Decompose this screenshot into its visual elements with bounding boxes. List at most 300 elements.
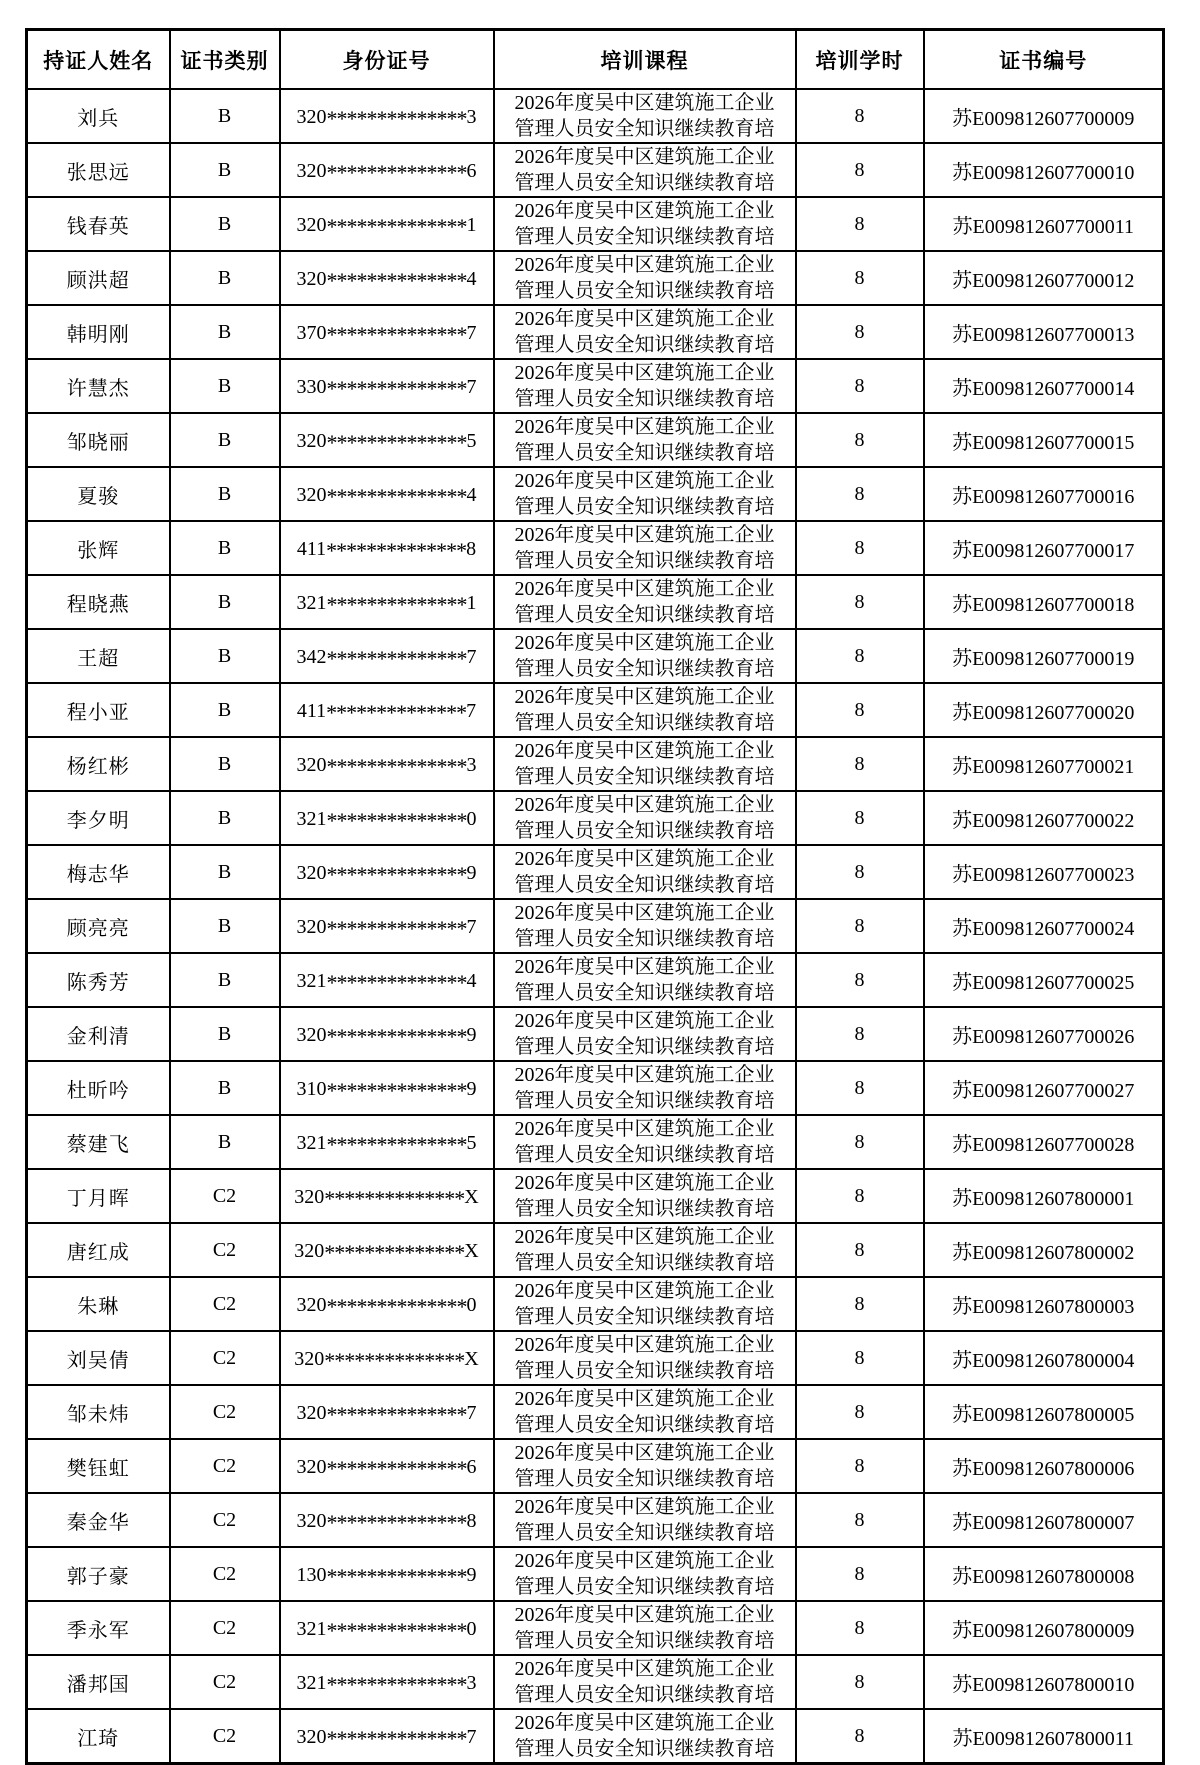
id-number-cell: 320**************7: [280, 1385, 494, 1439]
id-number-cell: 320**************6: [280, 1439, 494, 1493]
holder-name-cell: 杜昕吟: [27, 1061, 170, 1115]
course-line-1: 2026年度吴中区建筑施工企业: [514, 416, 775, 438]
cert-type-cell: B: [170, 683, 280, 737]
table-row: [27, 1169, 1164, 1223]
course-line-1: 2026年度吴中区建筑施工企业: [514, 362, 775, 384]
holder-name-cell: 夏骏: [27, 467, 170, 521]
course-cell: [494, 413, 796, 467]
id-number-cell: 321**************4: [280, 953, 494, 1007]
cert-number-cell: 苏E009812607800011: [924, 1709, 1164, 1764]
table-row: [27, 1115, 1164, 1169]
course-line-2: 管理人员安全知识继续教育培: [514, 172, 775, 194]
id-number-cell: 342**************7: [280, 629, 494, 683]
course-cell: [494, 1601, 796, 1655]
cert-number-cell: 苏E009812607700016: [924, 467, 1164, 521]
id-number-cell: 370**************7: [280, 305, 494, 359]
cert-type-cell: B: [170, 197, 280, 251]
course-line-1: 2026年度吴中区建筑施工企业: [514, 1604, 775, 1626]
cert-number-cell: 苏E009812607700025: [924, 953, 1164, 1007]
table-row: [27, 683, 1164, 737]
holder-name-cell: 蔡建飞: [27, 1115, 170, 1169]
hours-cell: 8: [796, 1493, 924, 1547]
hours-cell: 8: [796, 845, 924, 899]
course-cell: [494, 197, 796, 251]
cert-type-cell: C2: [170, 1655, 280, 1709]
masked-digits: **************: [326, 1077, 467, 1103]
cert-number-cell: 苏E009812607700011: [924, 197, 1164, 251]
course-cell: [494, 1331, 796, 1385]
course-line-2: 管理人员安全知识继续教育培: [514, 334, 775, 356]
course-cell: [494, 899, 796, 953]
cert-type-cell: B: [170, 899, 280, 953]
table-row: [27, 1331, 1164, 1385]
cert-type-cell: B: [170, 575, 280, 629]
hours-cell: 8: [796, 1655, 924, 1709]
table-row: [27, 1385, 1164, 1439]
holder-name-cell: 许慧杰: [27, 359, 170, 413]
column-header-id-number: 身份证号: [280, 30, 494, 90]
column-header-hours: 培训学时: [796, 30, 924, 90]
holder-name-cell: 郭子豪: [27, 1547, 170, 1601]
cert-type-cell: B: [170, 845, 280, 899]
course-cell: [494, 629, 796, 683]
hours-cell: 8: [796, 1169, 924, 1223]
course-cell: [494, 1277, 796, 1331]
id-number-cell: 320**************7: [280, 1709, 494, 1764]
hours-cell: 8: [796, 89, 924, 143]
course-line-1: 2026年度吴中区建筑施工企业: [514, 632, 775, 654]
column-header-cert-type: 证书类别: [170, 30, 280, 90]
cert-type-cell: B: [170, 359, 280, 413]
course-cell: [494, 791, 796, 845]
course-line-1: 2026年度吴中区建筑施工企业: [514, 1064, 775, 1086]
course-line-2: 管理人员安全知识继续教育培: [514, 1738, 775, 1760]
hours-cell: 8: [796, 197, 924, 251]
cert-type-cell: B: [170, 143, 280, 197]
course-line-2: 管理人员安全知识继续教育培: [514, 928, 775, 950]
course-line-2: 管理人员安全知识继续教育培: [514, 1468, 775, 1490]
holder-name-cell: 江琦: [27, 1709, 170, 1764]
course-line-1: 2026年度吴中区建筑施工企业: [514, 470, 775, 492]
course-line-1: 2026年度吴中区建筑施工企业: [514, 1118, 775, 1140]
id-number-cell: 330**************7: [280, 359, 494, 413]
masked-digits: **************: [326, 591, 467, 617]
table-row: [27, 791, 1164, 845]
table-row: [27, 899, 1164, 953]
cert-type-cell: C2: [170, 1223, 280, 1277]
course-cell: [494, 305, 796, 359]
id-number-cell: 320**************X: [280, 1223, 494, 1277]
course-line-2: 管理人员安全知识继续教育培: [514, 226, 775, 248]
cert-type-cell: B: [170, 953, 280, 1007]
masked-digits: **************: [326, 1725, 467, 1751]
id-number-cell: 320**************4: [280, 251, 494, 305]
course-line-2: 管理人员安全知识继续教育培: [514, 604, 775, 626]
id-number-cell: 320**************3: [280, 737, 494, 791]
id-number-cell: 411**************7: [280, 683, 494, 737]
masked-digits: **************: [326, 1455, 467, 1481]
course-line-1: 2026年度吴中区建筑施工企业: [514, 848, 775, 870]
cert-type-cell: C2: [170, 1493, 280, 1547]
column-header-holder-name: 持证人姓名: [27, 30, 170, 90]
table-row: [27, 359, 1164, 413]
cert-type-cell: B: [170, 251, 280, 305]
course-line-1: 2026年度吴中区建筑施工企业: [514, 1712, 775, 1734]
cert-type-cell: B: [170, 1061, 280, 1115]
holder-name-cell: 王超: [27, 629, 170, 683]
holder-name-cell: 李夕明: [27, 791, 170, 845]
hours-cell: 8: [796, 1277, 924, 1331]
course-cell: [494, 1709, 796, 1764]
masked-digits: **************: [326, 753, 467, 779]
id-number-cell: 320**************7: [280, 899, 494, 953]
cert-type-cell: C2: [170, 1169, 280, 1223]
cert-type-cell: B: [170, 629, 280, 683]
id-number-cell: 321**************3: [280, 1655, 494, 1709]
table-row: [27, 1547, 1164, 1601]
holder-name-cell: 丁月晖: [27, 1169, 170, 1223]
course-line-1: 2026年度吴中区建筑施工企业: [514, 1226, 775, 1248]
hours-cell: 8: [796, 251, 924, 305]
cert-number-cell: 苏E009812607800010: [924, 1655, 1164, 1709]
id-number-cell: 320**************8: [280, 1493, 494, 1547]
holder-name-cell: 韩明刚: [27, 305, 170, 359]
id-number-cell: 320**************4: [280, 467, 494, 521]
id-number-cell: 320**************X: [280, 1169, 494, 1223]
masked-digits: **************: [324, 1185, 465, 1211]
course-line-1: 2026年度吴中区建筑施工企业: [514, 1496, 775, 1518]
course-line-2: 管理人员安全知识继续教育培: [514, 766, 775, 788]
hours-cell: 8: [796, 1115, 924, 1169]
course-line-1: 2026年度吴中区建筑施工企业: [514, 200, 775, 222]
id-number-cell: 320**************1: [280, 197, 494, 251]
course-line-1: 2026年度吴中区建筑施工企业: [514, 1658, 775, 1680]
masked-digits: **************: [326, 105, 467, 131]
course-cell: [494, 251, 796, 305]
cert-number-cell: 苏E009812607700027: [924, 1061, 1164, 1115]
course-cell: [494, 845, 796, 899]
masked-digits: **************: [324, 1347, 465, 1373]
course-line-2: 管理人员安全知识继续教育培: [514, 280, 775, 302]
holder-name-cell: 季永军: [27, 1601, 170, 1655]
hours-cell: 8: [796, 953, 924, 1007]
masked-digits: **************: [326, 321, 467, 347]
table-row: [27, 1439, 1164, 1493]
course-line-2: 管理人员安全知识继续教育培: [514, 982, 775, 1004]
cert-type-cell: C2: [170, 1601, 280, 1655]
course-line-2: 管理人员安全知识继续教育培: [514, 1360, 775, 1382]
cert-number-cell: 苏E009812607700010: [924, 143, 1164, 197]
cert-number-cell: 苏E009812607700026: [924, 1007, 1164, 1061]
masked-digits: **************: [326, 1671, 467, 1697]
masked-digits: **************: [326, 1131, 467, 1157]
header-row: [27, 30, 1164, 90]
cert-number-cell: 苏E009812607800002: [924, 1223, 1164, 1277]
cert-type-cell: B: [170, 467, 280, 521]
course-line-2: 管理人员安全知识继续教育培: [514, 712, 775, 734]
course-cell: [494, 467, 796, 521]
hours-cell: 8: [796, 629, 924, 683]
hours-cell: 8: [796, 521, 924, 575]
cert-number-cell: 苏E009812607700014: [924, 359, 1164, 413]
course-line-1: 2026年度吴中区建筑施工企业: [514, 1280, 775, 1302]
cert-number-cell: 苏E009812607700009: [924, 89, 1164, 143]
cert-number-cell: 苏E009812607800003: [924, 1277, 1164, 1331]
hours-cell: 8: [796, 143, 924, 197]
masked-digits: **************: [326, 699, 467, 725]
certificate-table: [25, 28, 1165, 1765]
cert-type-cell: B: [170, 1115, 280, 1169]
cert-number-cell: 苏E009812607700024: [924, 899, 1164, 953]
masked-digits: **************: [326, 1617, 467, 1643]
holder-name-cell: 顾洪超: [27, 251, 170, 305]
column-header-course: 培训课程: [494, 30, 796, 90]
hours-cell: 8: [796, 899, 924, 953]
masked-digits: **************: [324, 1239, 465, 1265]
hours-cell: 8: [796, 1385, 924, 1439]
holder-name-cell: 张辉: [27, 521, 170, 575]
id-number-cell: 320**************3: [280, 89, 494, 143]
masked-digits: **************: [326, 483, 467, 509]
cert-number-cell: 苏E009812607700012: [924, 251, 1164, 305]
course-line-2: 管理人员安全知识继续教育培: [514, 658, 775, 680]
table-row: [27, 467, 1164, 521]
hours-cell: 8: [796, 1007, 924, 1061]
cert-number-cell: 苏E009812607700023: [924, 845, 1164, 899]
hours-cell: 8: [796, 791, 924, 845]
holder-name-cell: 程小亚: [27, 683, 170, 737]
cert-type-cell: C2: [170, 1709, 280, 1764]
holder-name-cell: 邹未炜: [27, 1385, 170, 1439]
id-number-cell: 321**************1: [280, 575, 494, 629]
course-line-1: 2026年度吴中区建筑施工企业: [514, 794, 775, 816]
course-line-2: 管理人员安全知识继续教育培: [514, 1414, 775, 1436]
masked-digits: **************: [326, 159, 467, 185]
course-line-1: 2026年度吴中区建筑施工企业: [514, 524, 775, 546]
course-line-1: 2026年度吴中区建筑施工企业: [514, 686, 775, 708]
masked-digits: **************: [326, 1509, 467, 1535]
hours-cell: 8: [796, 1601, 924, 1655]
hours-cell: 8: [796, 467, 924, 521]
masked-digits: **************: [326, 861, 467, 887]
table-row: [27, 143, 1164, 197]
course-line-1: 2026年度吴中区建筑施工企业: [514, 1550, 775, 1572]
hours-cell: 8: [796, 737, 924, 791]
id-number-cell: 321**************0: [280, 791, 494, 845]
table-row: [27, 1061, 1164, 1115]
course-line-1: 2026年度吴中区建筑施工企业: [514, 1388, 775, 1410]
cert-type-cell: B: [170, 791, 280, 845]
id-number-cell: 320**************9: [280, 1007, 494, 1061]
course-line-2: 管理人员安全知识继续教育培: [514, 442, 775, 464]
course-cell: [494, 1655, 796, 1709]
cert-number-cell: 苏E009812607700019: [924, 629, 1164, 683]
holder-name-cell: 顾亮亮: [27, 899, 170, 953]
id-number-cell: 310**************9: [280, 1061, 494, 1115]
holder-name-cell: 陈秀芳: [27, 953, 170, 1007]
hours-cell: 8: [796, 683, 924, 737]
course-cell: [494, 1547, 796, 1601]
cert-type-cell: C2: [170, 1547, 280, 1601]
masked-digits: **************: [326, 375, 467, 401]
masked-digits: **************: [326, 807, 467, 833]
hours-cell: 8: [796, 305, 924, 359]
cert-number-cell: 苏E009812607700018: [924, 575, 1164, 629]
cert-number-cell: 苏E009812607800008: [924, 1547, 1164, 1601]
table-row: [27, 629, 1164, 683]
hours-cell: 8: [796, 359, 924, 413]
course-line-2: 管理人员安全知识继续教育培: [514, 496, 775, 518]
cert-number-cell: 苏E009812607700015: [924, 413, 1164, 467]
table-row: [27, 1655, 1164, 1709]
hours-cell: 8: [796, 1061, 924, 1115]
course-line-1: 2026年度吴中区建筑施工企业: [514, 578, 775, 600]
holder-name-cell: 金利清: [27, 1007, 170, 1061]
course-line-1: 2026年度吴中区建筑施工企业: [514, 308, 775, 330]
cert-number-cell: 苏E009812607800001: [924, 1169, 1164, 1223]
course-cell: [494, 575, 796, 629]
table-row: [27, 521, 1164, 575]
masked-digits: **************: [326, 267, 467, 293]
table-row: [27, 1709, 1164, 1764]
holder-name-cell: 程晓燕: [27, 575, 170, 629]
masked-digits: **************: [326, 429, 467, 455]
table-row: [27, 845, 1164, 899]
table-row: [27, 953, 1164, 1007]
course-line-2: 管理人员安全知识继续教育培: [514, 1144, 775, 1166]
course-cell: [494, 521, 796, 575]
course-cell: [494, 1169, 796, 1223]
course-line-1: 2026年度吴中区建筑施工企业: [514, 1442, 775, 1464]
holder-name-cell: 钱春英: [27, 197, 170, 251]
cert-number-cell: 苏E009812607700017: [924, 521, 1164, 575]
table-row: [27, 1277, 1164, 1331]
course-line-1: 2026年度吴中区建筑施工企业: [514, 1334, 775, 1356]
masked-digits: **************: [326, 915, 467, 941]
course-line-2: 管理人员安全知识继续教育培: [514, 1198, 775, 1220]
cert-number-cell: 苏E009812607700021: [924, 737, 1164, 791]
table-row: [27, 1493, 1164, 1547]
course-cell: [494, 1223, 796, 1277]
course-line-1: 2026年度吴中区建筑施工企业: [514, 902, 775, 924]
cert-number-cell: 苏E009812607800009: [924, 1601, 1164, 1655]
holder-name-cell: 刘吴倩: [27, 1331, 170, 1385]
id-number-cell: 320**************5: [280, 413, 494, 467]
holder-name-cell: 张思远: [27, 143, 170, 197]
course-cell: [494, 1439, 796, 1493]
course-line-2: 管理人员安全知识继续教育培: [514, 550, 775, 572]
id-number-cell: 321**************0: [280, 1601, 494, 1655]
course-line-2: 管理人员安全知识继续教育培: [514, 1576, 775, 1598]
cert-type-cell: B: [170, 89, 280, 143]
cert-number-cell: 苏E009812607700022: [924, 791, 1164, 845]
course-line-2: 管理人员安全知识继续教育培: [514, 1522, 775, 1544]
course-line-1: 2026年度吴中区建筑施工企业: [514, 956, 775, 978]
course-line-2: 管理人员安全知识继续教育培: [514, 388, 775, 410]
table-row: [27, 251, 1164, 305]
course-line-2: 管理人员安全知识继续教育培: [514, 874, 775, 896]
masked-digits: **************: [326, 537, 467, 563]
course-line-1: 2026年度吴中区建筑施工企业: [514, 740, 775, 762]
course-cell: [494, 359, 796, 413]
course-cell: [494, 143, 796, 197]
course-line-1: 2026年度吴中区建筑施工企业: [514, 1172, 775, 1194]
hours-cell: 8: [796, 1331, 924, 1385]
cert-number-cell: 苏E009812607700020: [924, 683, 1164, 737]
cert-number-cell: 苏E009812607700013: [924, 305, 1164, 359]
course-line-1: 2026年度吴中区建筑施工企业: [514, 146, 775, 168]
course-cell: [494, 737, 796, 791]
holder-name-cell: 樊钰虹: [27, 1439, 170, 1493]
holder-name-cell: 朱琳: [27, 1277, 170, 1331]
cert-type-cell: B: [170, 737, 280, 791]
course-line-1: 2026年度吴中区建筑施工企业: [514, 254, 775, 276]
id-number-cell: 411**************8: [280, 521, 494, 575]
cert-type-cell: C2: [170, 1331, 280, 1385]
cert-type-cell: C2: [170, 1277, 280, 1331]
masked-digits: **************: [326, 1293, 467, 1319]
id-number-cell: 320**************9: [280, 845, 494, 899]
course-cell: [494, 1385, 796, 1439]
holder-name-cell: 杨红彬: [27, 737, 170, 791]
hours-cell: 8: [796, 1709, 924, 1764]
course-line-2: 管理人员安全知识继续教育培: [514, 1306, 775, 1328]
cert-type-cell: C2: [170, 1385, 280, 1439]
course-cell: [494, 683, 796, 737]
id-number-cell: 320**************X: [280, 1331, 494, 1385]
cert-type-cell: B: [170, 521, 280, 575]
holder-name-cell: 刘兵: [27, 89, 170, 143]
table-row: [27, 197, 1164, 251]
course-cell: [494, 1493, 796, 1547]
table-row: [27, 737, 1164, 791]
holder-name-cell: 唐红成: [27, 1223, 170, 1277]
cert-number-cell: 苏E009812607700028: [924, 1115, 1164, 1169]
masked-digits: **************: [326, 1023, 467, 1049]
course-line-2: 管理人员安全知识继续教育培: [514, 1630, 775, 1652]
course-line-2: 管理人员安全知识继续教育培: [514, 820, 775, 842]
table-body: [27, 89, 1164, 1764]
course-line-2: 管理人员安全知识继续教育培: [514, 1252, 775, 1274]
cert-number-cell: 苏E009812607800007: [924, 1493, 1164, 1547]
table-row: [27, 89, 1164, 143]
hours-cell: 8: [796, 413, 924, 467]
table-row: [27, 1601, 1164, 1655]
id-number-cell: 321**************5: [280, 1115, 494, 1169]
hours-cell: 8: [796, 1439, 924, 1493]
masked-digits: **************: [326, 645, 467, 671]
cert-type-cell: B: [170, 413, 280, 467]
masked-digits: **************: [326, 1401, 467, 1427]
holder-name-cell: 潘邦国: [27, 1655, 170, 1709]
cert-type-cell: C2: [170, 1439, 280, 1493]
masked-digits: **************: [326, 213, 467, 239]
cert-number-cell: 苏E009812607800004: [924, 1331, 1164, 1385]
holder-name-cell: 梅志华: [27, 845, 170, 899]
holder-name-cell: 邹晓丽: [27, 413, 170, 467]
id-number-cell: 320**************6: [280, 143, 494, 197]
course-cell: [494, 1007, 796, 1061]
id-number-cell: 320**************0: [280, 1277, 494, 1331]
course-cell: [494, 1115, 796, 1169]
course-cell: [494, 1061, 796, 1115]
cert-type-cell: B: [170, 305, 280, 359]
table-row: [27, 1223, 1164, 1277]
course-line-2: 管理人员安全知识继续教育培: [514, 1684, 775, 1706]
course-line-1: 2026年度吴中区建筑施工企业: [514, 1010, 775, 1032]
column-header-cert-number: 证书编号: [924, 30, 1164, 90]
course-cell: [494, 953, 796, 1007]
